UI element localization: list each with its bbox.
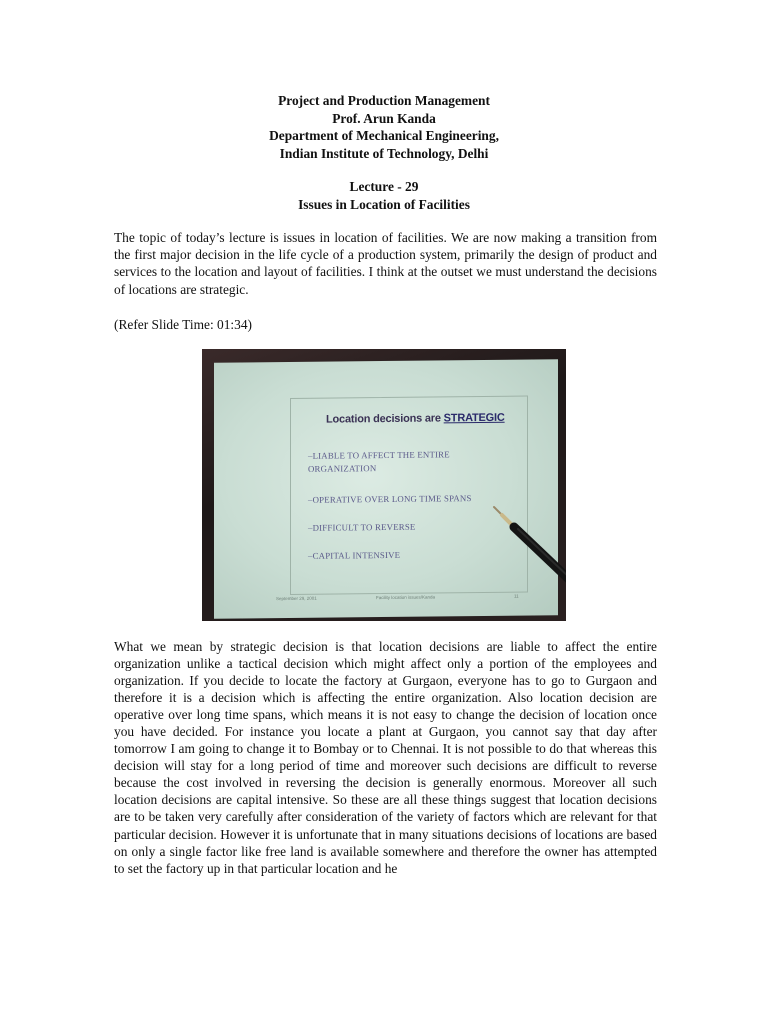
pen-pointer-icon [488, 499, 566, 609]
institute-name: Indian Institute of Technology, Delhi [279, 145, 489, 161]
slide-bullet: –DIFFICULT TO REVERSE [308, 521, 416, 533]
slide-bullet: –CAPITAL INTENSIVE [308, 549, 401, 561]
slide-bullet-line: ORGANIZATION [308, 463, 377, 474]
slide-photo [202, 349, 566, 621]
document-header [0, 92, 768, 162]
department-name: Department of Mechanical Engineering, [269, 128, 499, 143]
slide-footer-caption: Facility location issues/Kanda [376, 594, 436, 601]
intro-paragraph: The topic of today’s lecture is issues in location of facilities. We are now making a transition from the first major decision in the life cycle of a production system, primarily the design of product and services to the location and layout of facilities. I think at the outset we must understand the decisions of locations are strategic. [114, 230, 657, 297]
slide-title [326, 412, 505, 426]
slide-title-prefix: Location decisions are [326, 412, 444, 426]
lecture-number: Lecture - 29 [349, 179, 419, 194]
professor-name: Prof. Arun Kanda [332, 110, 436, 126]
lecture-heading [0, 178, 768, 213]
body-paragraph: What we mean by strategic decision is that location decisions are liable to affect the entire organization unlike a tactical decision which might affect only a portion of the employees and organization. If you decide to locate the factory at Gurgaon, everyone has to go to Gurgaon and therefore it is a decision which is affecting the entire organization. Also location decision are operative over long time spans, which means it is not easy to change the decision of location once you have decided. For instance you locate a plant at Gurgaon, you cannot say that day after tomorrow I am going to change it to Bombay or to Chennai. It is not possible to do that whereas this decision will stay for a long period of time and moreover such decisions are difficult to reverse because the cost involved in reversing the decision is generally enormous. Moreover all such location decisions are capital intensive. So these are all these things suggest that location decisions are to be taken very carefully after consideration of the variety of factors which are relevant for that particular decision. However it is unfortunate that in many situations decisions of locations are based on only a single factor like free land is available somewhere and therefore the owner has attempted to set the factory up in that particular location and he [114, 639, 657, 876]
slide-reference: (Refer Slide Time: 01:34) [114, 317, 252, 332]
slide-footer-page: 11 [514, 593, 519, 599]
lecture-title: Issues in Location of Facilities [298, 196, 470, 212]
slide-bullet: –OPERATIVE OVER LONG TIME SPANS [308, 493, 472, 505]
slide-bullet-line: –LIABLE TO AFFECT THE ENTIRE [308, 449, 450, 461]
slide-footer-date: September 29, 2001 [276, 595, 317, 602]
slide-title-emphasis: STRATEGIC [443, 411, 505, 425]
slide-bullet [308, 448, 450, 475]
course-title: Project and Production Management [278, 93, 490, 108]
